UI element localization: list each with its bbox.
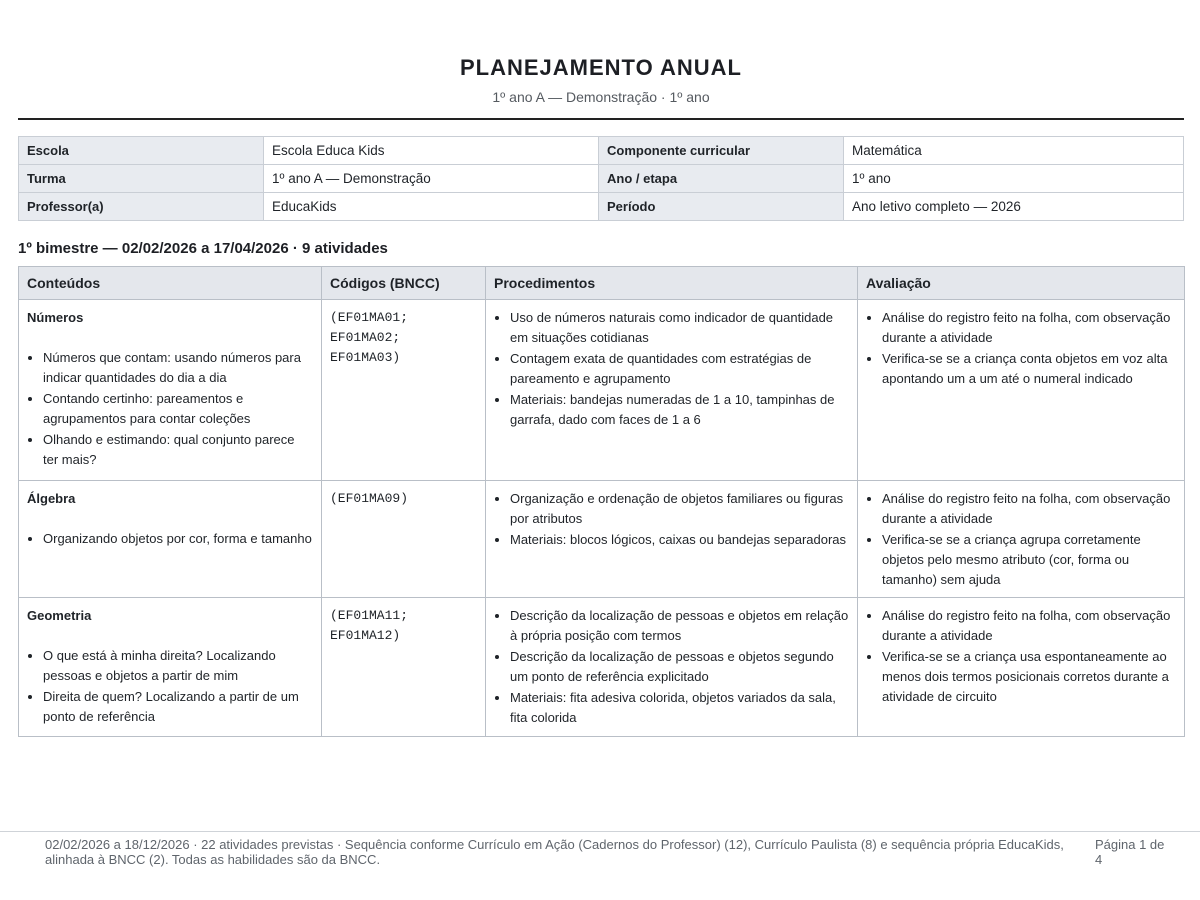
contents-list xyxy=(27,529,313,549)
codes-cell xyxy=(322,598,486,737)
ano-label: Ano / etapa xyxy=(599,165,844,193)
evaluation-list xyxy=(866,489,1176,590)
table-row xyxy=(19,481,1185,598)
info-table xyxy=(18,136,1184,221)
contents-cell xyxy=(19,481,322,598)
ano-value: 1º ano xyxy=(844,165,1184,193)
codes-cell xyxy=(322,481,486,598)
header-procedimentos: Procedimentos xyxy=(486,267,858,300)
professor-label: Professor(a) xyxy=(19,193,264,221)
page-number: Página 1 de 4 xyxy=(1095,837,1165,867)
list-item: • Materiais: blocos lógicos, caixas ou bandejas separadoras xyxy=(510,530,849,550)
title-divider xyxy=(18,118,1184,120)
procedures-cell xyxy=(486,481,858,598)
table-row xyxy=(19,300,1185,481)
header-conteudos: Conteúdos xyxy=(19,267,322,300)
list-item: • Olhando e estimando: qual conjunto parece ter mais? xyxy=(43,430,313,470)
list-item: • Uso de números naturais como indicador de quantidade em situações cotidianas xyxy=(510,308,849,348)
document-title: PLANEJAMENTO ANUAL xyxy=(459,55,742,80)
contents-list xyxy=(27,646,313,727)
codes-cell xyxy=(322,300,486,481)
topic-title: Álgebra xyxy=(27,491,76,506)
escola-value: Escola Educa Kids xyxy=(264,137,599,165)
list-item: • Análise do registro feito na folha, com observação durante a atividade xyxy=(882,489,1176,529)
section-title: 1º bimestre — 02/02/2026 a 17/04/2026 · 9 atividades xyxy=(18,240,388,257)
list-item: • Organizando objetos por cor, forma e tamanho xyxy=(43,529,313,549)
info-row-professor xyxy=(19,193,1184,221)
list-item: • Organização e ordenação de objetos familiares ou figuras por atributos xyxy=(510,489,849,529)
evaluation-cell xyxy=(858,598,1185,737)
plan-table xyxy=(18,266,1185,737)
footer-divider xyxy=(0,831,1200,832)
list-item: • Contagem exata de quantidades com estratégias de pareamento e agrupamento xyxy=(510,349,849,389)
footer-summary: 02/02/2026 a 18/12/2026 · 22 atividades previstas · Sequência conforme Currículo em Ação (Cadernos do Professor) (12), Currículo Paulista (8) e sequência própria EducaKids, alinhada à BNCC (2). Todas as habilidades são da BNCC. xyxy=(45,837,1064,867)
list-item: • Verifica-se se a criança agrupa corretamente objetos pelo mesmo atributo (cor, forma ou tamanho) sem ajuda xyxy=(882,530,1176,590)
topic-title: Números xyxy=(27,310,84,325)
list-item: • Descrição da localização de pessoas e objetos em relação à própria posição com termos xyxy=(510,606,849,646)
topic-title: Geometria xyxy=(27,608,92,623)
list-item: • O que está à minha direita? Localizando pessoas e objetos a partir de mim xyxy=(43,646,313,686)
list-item: • Verifica-se se a criança usa espontaneamente ao menos dois termos posicionais corretos durante a atividade de circuito xyxy=(882,647,1176,707)
evaluation-list xyxy=(866,606,1176,707)
procedures-list xyxy=(494,308,849,430)
turma-label: Turma xyxy=(19,165,264,193)
escola-label: Escola xyxy=(19,137,264,165)
contents-cell xyxy=(19,598,322,737)
evaluation-cell xyxy=(858,300,1185,481)
evaluation-list xyxy=(866,308,1176,389)
info-row-escola xyxy=(19,137,1184,165)
bncc-codes: (EF01MA11; EF01MA12) xyxy=(330,608,409,643)
list-item: • Verifica-se se a criança conta objetos em voz alta apontando um a um até o numeral indicado xyxy=(882,349,1176,389)
document-page xyxy=(18,0,1184,737)
document-subtitle: 1º ano A — Demonstração · 1º ano xyxy=(492,89,710,105)
contents-cell xyxy=(19,300,322,481)
procedures-list xyxy=(494,489,849,550)
periodo-value: Ano letivo completo — 2026 xyxy=(844,193,1184,221)
list-item: • Números que contam: usando números para indicar quantidades do dia a dia xyxy=(43,348,313,388)
list-item: • Descrição da localização de pessoas e objetos segundo um ponto de referência explicitado xyxy=(510,647,849,687)
contents-list xyxy=(27,348,313,470)
bncc-codes: (EF01MA09) xyxy=(330,491,409,506)
professor-value: EducaKids xyxy=(264,193,599,221)
procedures-cell xyxy=(486,300,858,481)
plan-header-row xyxy=(19,267,1185,300)
bncc-codes: (EF01MA01; EF01MA02; EF01MA03) xyxy=(330,310,409,365)
list-item: • Direita de quem? Localizando a partir de um ponto de referência xyxy=(43,687,313,727)
list-item: • Análise do registro feito na folha, com observação durante a atividade xyxy=(882,308,1176,348)
list-item: • Contando certinho: pareamentos e agrupamentos para contar coleções xyxy=(43,389,313,429)
turma-value: 1º ano A — Demonstração xyxy=(264,165,599,193)
header-avaliacao: Avaliação xyxy=(858,267,1185,300)
list-item: • Materiais: bandejas numeradas de 1 a 10, tampinhas de garrafa, dado com faces de 1 a 6 xyxy=(510,390,849,430)
componente-value: Matemática xyxy=(844,137,1184,165)
header-codigos: Códigos (BNCC) xyxy=(322,267,486,300)
procedures-list xyxy=(494,606,849,728)
periodo-label: Período xyxy=(599,193,844,221)
evaluation-cell xyxy=(858,481,1185,598)
procedures-cell xyxy=(486,598,858,737)
list-item: • Materiais: fita adesiva colorida, objetos variados da sala, fita colorida xyxy=(510,688,849,728)
list-item: • Análise do registro feito na folha, com observação durante a atividade xyxy=(882,606,1176,646)
info-row-turma xyxy=(19,165,1184,193)
componente-label: Componente curricular xyxy=(599,137,844,165)
table-row xyxy=(19,598,1185,737)
